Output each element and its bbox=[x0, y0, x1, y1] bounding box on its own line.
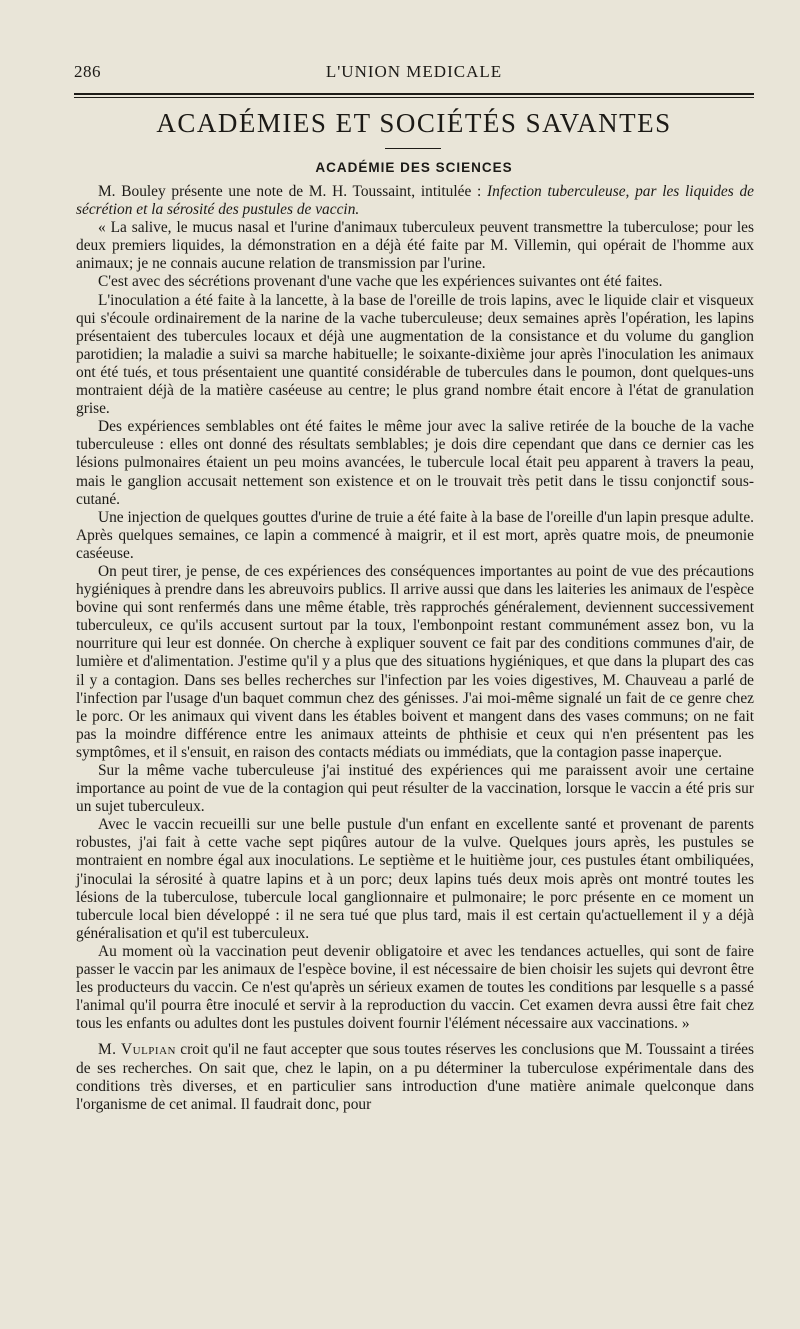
intro-text: M. Bouley présente une note de M. H. Toussaint, intitulée : bbox=[98, 183, 482, 200]
note-title: Infection tuberculeuse, par les liquides de sécrétion et la sérosité des pustules de vaccin. bbox=[76, 183, 754, 219]
paragraph: On peut tirer, je pense, de ces expériences des conséquences importantes au point de vue des précautions hygiéniques à prendre dans les abreuvoirs publics. Il arrive aussi que dans les laiteries les animaux de l'espèce bovine qui sont renfermés dans une même étable, très rapprochés généralement, deviennent successivement tuberculeux, ce qu'ils accusent surtout par la toux, l'embonpoint restant communément assez bon, vu la nourriture qui leur est donnée. On cherche à expliquer souvent ce fait par des conditions communes d'air, de lumière et d'alimentation. J'estime qu'il y a plus que des situations hygiéniques, et que dans la plupart des cas il y a contagion. Dans ses belles recherches sur l'infection par les voies digestives, M. Chauveau a parlé de l'infection par l'usage d'un baquet commun chez des génisses. J'ai moi-même signalé un fait de ce genre chez le porc. Or les animaux qui vivent dans les étables boivent et mangent dans des vases communs; on ne fait pas la moindre différence entre les animaux atteints de phthisie et ceux qui n'en présentent pas les symptômes, et il s'ensuit, en raison des contacts médiats ou immédiats, que la contagion passe inaperçue. bbox=[76, 562, 754, 761]
paragraph: Des expériences semblables ont été faites le même jour avec la salive retirée de la bouche de la vache tuberculeuse : elles ont donné des résultats semblables; je dois dire cependant que dans ce dernier cas les lésions pulmonaires étaient un peu moins avancées, le tubercule local était peu apparent à travers la peau, mais le ganglion accusait nettement son existence et on le trouvait très petit dans le tissu conjonctif sous-cutané. bbox=[76, 418, 754, 508]
running-title: L'UNION MEDICALE bbox=[325, 62, 503, 81]
page-header bbox=[74, 58, 754, 86]
section-title: ACADÉMIES ET SOCIÉTÉS SAVANTES bbox=[156, 108, 672, 138]
paragraph: « La salive, le mucus nasal et l'urine d'animaux tuberculeux peuvent transmettre la tuberculose; pour les deux premiers liquides, la démonstration en a déjà été faite par M. Villemin, qui opérait de l'homme aux animaux; je ne connais aucune relation de transmission par l'urine. bbox=[76, 219, 754, 273]
final-paragraph bbox=[76, 1041, 754, 1113]
title-divider bbox=[385, 148, 441, 149]
paragraph: Au moment où la vaccination peut devenir obligatoire et avec les tendances actuelles, qui sont de faire passer le vaccin par les animaux de l'espèce bovine, il est nécessaire de bien choisir les sujets qui devront être les producteurs du vaccin. Ce n'est qu'après un sérieux examen de toutes les conditions par lesquelle s a passé l'animal qu'il pourra être inoculé et servir à la reproduction du vaccin. Cet examen devra aussi être fait chez tous les enfants ou adultes dont les pustules doivent fournir l'élément nécessaire aux vaccinations. » bbox=[76, 942, 754, 1033]
article-body bbox=[76, 183, 754, 1114]
paragraph: Avec le vaccin recueilli sur une belle pustule d'un enfant en excellente santé et provenant de parents robustes, j'ai fait à cette vache sept piqûres autour de la vulve. Quelques jours après, les pustules se montraient en nombre égal aux inoculations. Le septième et le huitième jour, ces pustules étant ombiliquées, j'inoculai la sérosité à quatre lapins et à un porc; deux lapins tués deux mois après ont montré toutes les lésions de la tuberculose, tubercule local ganglionnaire et pulmonaire; le porc présente en ce moment un tubercule local bien développé : il ne sera tué que plus tard, mais il est certain qu'actuellement il y a déjà généralisation et qu'il est tuberculeux. bbox=[76, 816, 754, 942]
page-number: 286 bbox=[74, 62, 101, 81]
paragraph: Sur la même vache tuberculeuse j'ai institué des expériences qui me paraissent avoir une certaine importance au point de vue de la contagion qui peut résulter de la vaccination, lorsque le vaccin a été pris sur un sujet tuberculeux. bbox=[76, 762, 754, 816]
paragraph: L'inoculation a été faite à la lancette, à la base de l'oreille de trois lapins, avec le liquide clair et visqueux qui s'écoule ordinairement de la narine de la vache tuberculeuse; deux semaines après l'opération, les lapins présentaient des tubercules locaux et déjà une augmentation de la consistance et du volume du ganglion parotidien; la maladie a suivi sa marche habituelle; le soixante-dixième jour après l'inoculation les animaux ont été tués, et tous présentaient une quantité considérable de tubercules dans le poumon, dont quelques-uns montraient déjà de la matière caséeuse au centre; le plus grand nombre était encore à l'état de granulation grise. bbox=[76, 291, 754, 418]
subsection-title: ACADÉMIE DES SCIENCES bbox=[315, 160, 513, 175]
speaker-name: M. Vulpian bbox=[98, 1041, 176, 1059]
paragraph: C'est avec des sécrétions provenant d'une vache que les expériences suivantes ont été faites. bbox=[98, 273, 663, 291]
final-paragraph-text: croit qu'il ne faut accepter que sous toutes réserves les conclusions que M. Toussaint a tirées de ses recherches. On sait que, chez le lapin, on a pu déterminer la tuberculose expérimentale dans des conditions très diverses, et en particulier sans introduction d'une matière animale quelconque dans l'organisme de cet animal. Il faudrait donc, pour bbox=[76, 1041, 754, 1113]
intro-paragraph bbox=[76, 183, 754, 219]
paragraph: Une injection de quelques gouttes d'urine de truie a été faite à la base de l'oreille d'un lapin presque adulte. Après quelques semaines, ce lapin a commencé à maigrir, et il est mort, après quatre mois, de pneumonie caséeuse. bbox=[76, 508, 754, 562]
header-rule bbox=[74, 93, 754, 98]
